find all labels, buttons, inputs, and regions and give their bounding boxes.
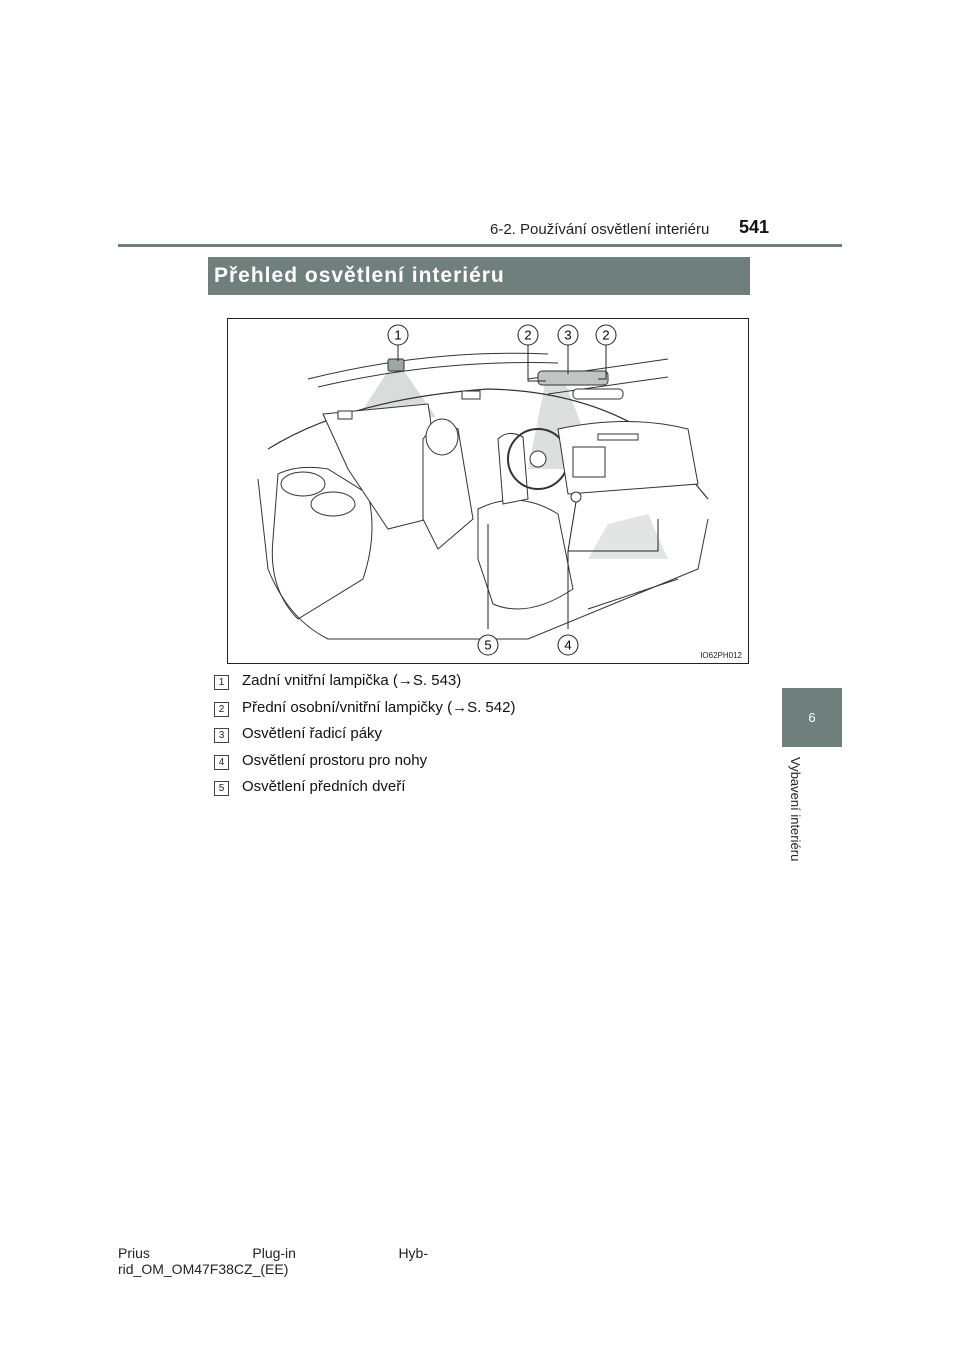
- footwell-light-cone: [588, 514, 668, 559]
- driver-seat: [478, 500, 573, 609]
- legend-number: 3: [214, 728, 229, 743]
- footer-text: Plug-in: [252, 1245, 296, 1261]
- footer: [118, 1245, 428, 1277]
- legend-number: 4: [214, 755, 229, 770]
- callout-label: 1: [394, 327, 402, 343]
- rear-headrest-left: [281, 472, 325, 496]
- callout-1: [388, 325, 408, 345]
- legend-text: Osvětlení řadicí páky: [242, 725, 383, 742]
- legend-text: Přední osobní/vnitřní lampičky (→S. 542): [242, 699, 516, 716]
- callout-label: 4: [564, 637, 572, 653]
- footer-text: Hyb-: [398, 1245, 428, 1261]
- front-overhead-console: [538, 371, 608, 385]
- rear-headrest-right: [311, 492, 355, 516]
- figure-code: IO62PH012: [700, 651, 742, 660]
- legend-number: 5: [214, 781, 229, 796]
- legend-number: 2: [214, 702, 229, 717]
- footer-text: Prius: [118, 1245, 150, 1261]
- shift-lever: [571, 492, 581, 502]
- interior-lighting-illustration: [227, 318, 749, 664]
- legend-item: [214, 725, 714, 747]
- section-title: Přehled osvětlení interiéru: [214, 264, 505, 287]
- callout-3: [558, 325, 578, 345]
- rear-interior-lamp: [388, 359, 404, 371]
- footer-text: rid_OM_OM47F38CZ_(EE): [118, 1261, 289, 1277]
- chapter-tab: [782, 688, 842, 747]
- legend-item: [214, 672, 714, 694]
- legend-number: 1: [214, 675, 229, 690]
- callout-label: 5: [484, 637, 492, 653]
- callout-label: 3: [564, 327, 572, 343]
- center-display: [573, 447, 605, 477]
- legend-text: Osvětlení předních dveří: [242, 778, 406, 795]
- header-rule: [118, 244, 842, 247]
- section-title-bar: [208, 257, 750, 295]
- legend-item: [214, 699, 714, 721]
- callout-4: [558, 635, 578, 655]
- chapter-label-text: Vybavení interiéru: [788, 757, 803, 862]
- callout-2b: [596, 325, 616, 345]
- legend-item: [214, 778, 714, 800]
- page-number: 541: [739, 217, 770, 237]
- callout-5: [478, 635, 498, 655]
- legend-text: Osvětlení prostoru pro nohy: [242, 752, 428, 769]
- header-section-title: 6-2. Používání osvětlení interiéru: [490, 221, 710, 238]
- car-interior-drawing: [228, 319, 748, 663]
- front-passenger-headrest: [426, 419, 458, 455]
- callout-label: 2: [524, 327, 532, 343]
- chapter-label: [783, 757, 807, 877]
- callout-label: 2: [602, 327, 610, 343]
- chapter-number: 6: [808, 710, 816, 725]
- rear-view-mirror: [573, 389, 623, 399]
- callout-2a: [518, 325, 538, 345]
- legend-text: Zadní vnitřní lampička (→S. 543): [242, 672, 462, 689]
- legend-item: [214, 752, 714, 774]
